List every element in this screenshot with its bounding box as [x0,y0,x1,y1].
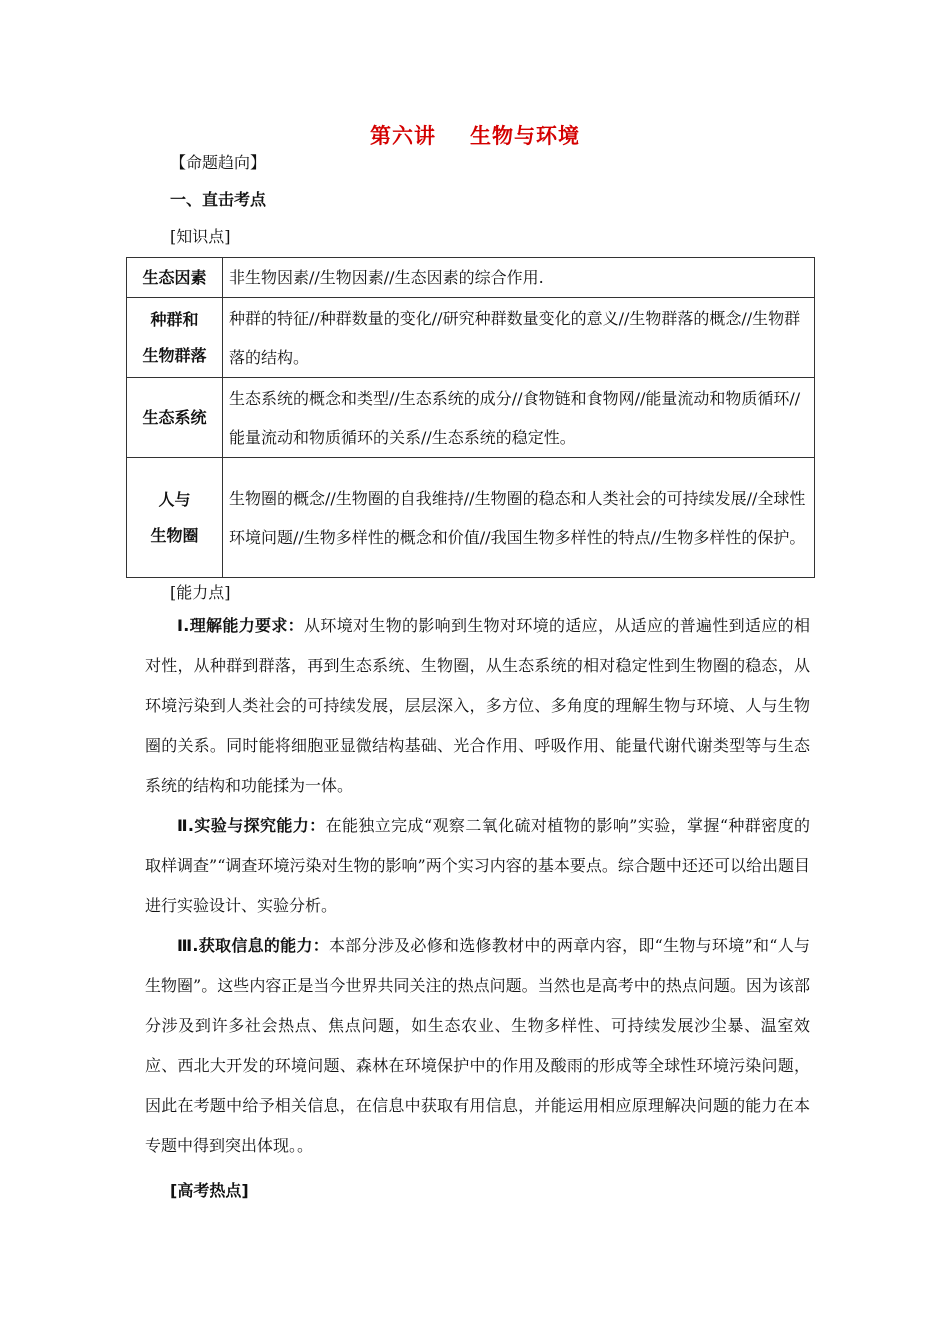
table-content: 生物圈的概念//生物圈的自我维持//生物圈的稳态和人类社会的可持续发展//全球性环境问题//生物多样性的概念和价值//我国生物多样性的特点//生物多样性的保护。 [223,458,815,578]
title-part1: 第六讲 [370,124,436,148]
table-category [127,458,223,578]
category-label: 种群和 [150,309,199,329]
table-category [127,298,223,378]
table-row [127,298,815,378]
ability-text: 本部分涉及必修和选修教材中的两章内容，即“生物与环境”和“人与生物圈”。这些内容正是当今世界共同关注的热点问题。当然也是高考中的热点问题。因为该部分涉及到许多社会热点、焦点问题，如生态农业、生物多样性、可持续发展沙尘暴、温室效应、西北大开发的环境问题、森林在环境保护中的作用及酸雨的形成等全球性环境污染问题，因此在考题中给予相关信息，在信息中获取有用信息，并能运用相应原理解决问题的能力在本专题中得到突出体现。。 [145,936,810,1155]
category-label: 生物群落 [142,345,207,365]
category-label: 生态系统 [142,407,207,427]
table-content: 非生物因素//生物因素//生态因素的综合作用. [223,258,815,298]
knowledge-table [126,257,815,578]
knowledge-heading: [知识点] [170,227,231,246]
ability-lead: Ⅱ.实验与探究能力： [177,816,326,835]
ability-text: 在能独立完成“观察二氧化硫对植物的影响”实验，掌握“种群密度的取样调查”“调查环境污染对生物的影响”两个实习内容的基本要点。综合题中还还可以给出题目进行实验设计、实验分析。 [145,816,810,915]
page-title [0,120,950,150]
ability-lead: Ⅰ.理解能力要求： [177,616,305,635]
table-content: 生态系统的概念和类型//生态系统的成分//食物链和食物网//能量流动和物质循环//能量流动和物质循环的关系//生态系统的稳定性。 [223,378,815,458]
ability-paragraph [145,806,810,926]
title-part2: 生物与环境 [470,124,580,148]
ability-lead: Ⅲ.获取信息的能力： [177,936,330,955]
category-label: 人与 [158,489,191,509]
ability-paragraph [145,926,810,1166]
subsection-heading: 一、直击考点 [170,190,267,209]
table-row [127,458,815,578]
hotspot-heading: [高考热点] [170,1181,249,1200]
table-row [127,258,815,298]
ability-paragraph [145,606,810,806]
section-heading: 【命题趋向】 [170,153,267,172]
category-label: 生物圈 [150,525,199,545]
ability-text: 从环境对生物的影响到生物对环境的适应，从适应的普遍性到适应的相对性，从种群到群落，再到生态系统、生物圈，从生态系统的相对稳定性到生物圈的稳态，从环境污染到人类社会的可持续发展，层层深入，多方位、多角度的理解生物与环境、人与生物圈的关系。同时能将细胞亚显微结构基础、光合作用、呼吸作用、能量代谢代谢类型等与生态系统的结构和功能揉为一体。 [145,616,810,795]
table-row [127,378,815,458]
category-label: 生态因素 [142,267,207,287]
table-category [127,258,223,298]
ability-heading: [能力点] [170,583,231,602]
table-category [127,378,223,458]
table-content: 种群的特征//种群数量的变化//研究种群数量变化的意义//生物群落的概念//生物群落的结构。 [223,298,815,378]
